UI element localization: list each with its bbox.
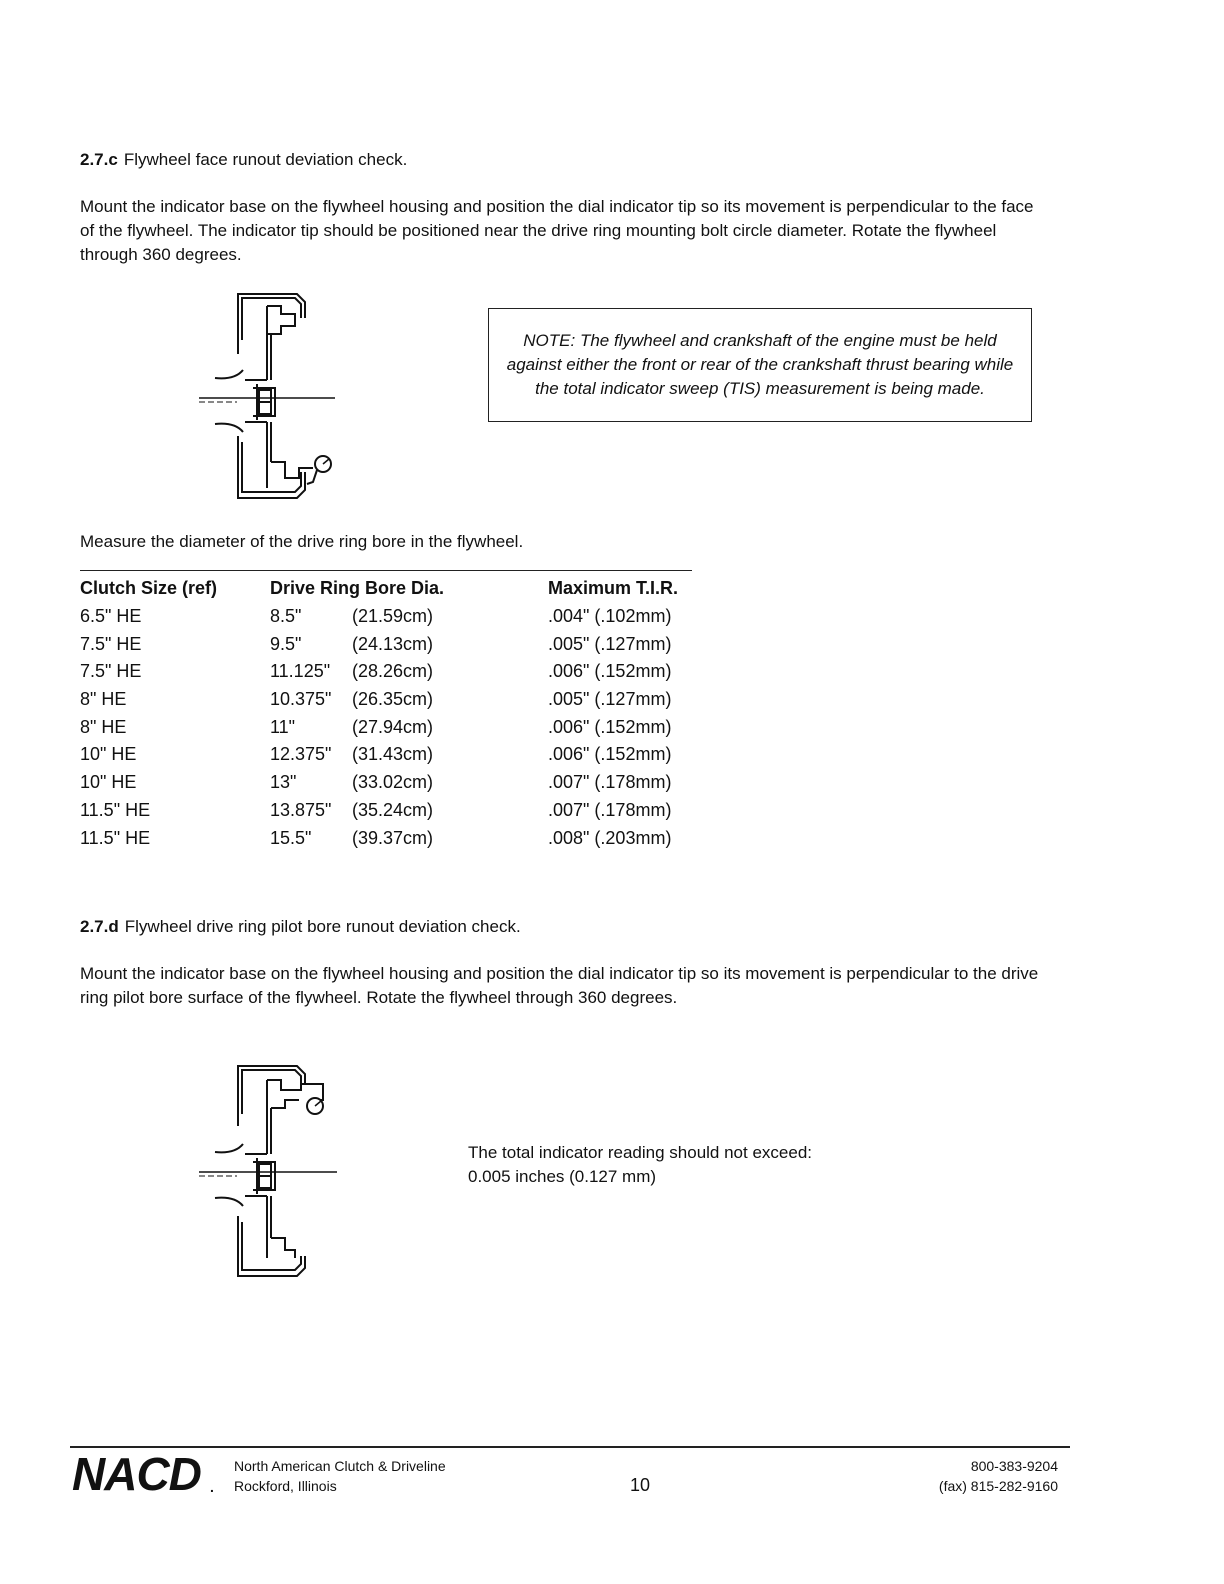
logo-dot: . [210, 1479, 214, 1495]
cell-clutch-size: 10" HE [80, 744, 137, 765]
footer-fax: (fax) 815-282-9160 [938, 1478, 1058, 1494]
note-text: NOTE: The flywheel and crankshaft of the engine must be held against either the front or rear of the crankshaft thrust bearing while the total indicator sweep (TIS) measurement is being made. [506, 331, 1014, 398]
header-bore-dia: Drive Ring Bore Dia. [270, 578, 445, 598]
cell-max-tir: .006" (.152mm) [548, 744, 672, 765]
table-row [80, 603, 720, 631]
table-row [80, 797, 720, 825]
section-c-title: Flywheel face runout deviation check. [123, 150, 408, 169]
section-d-heading [80, 916, 521, 938]
section-d-body: Mount the indicator base on the flywheel housing and position the dial indicator tip so its movement is perpendicular to the drive ring pilot bore surface of the flywheel. Rotate the flywheel through 360 degrees. [80, 964, 1039, 1007]
section-d-number: 2.7.d [80, 917, 119, 936]
cell-bore-inches: 11.125" [270, 661, 331, 682]
cell-bore-cm: (28.26cm) [352, 661, 434, 682]
flywheel-face-diagram [195, 292, 345, 504]
cell-bore-cm: (39.37cm) [352, 827, 434, 848]
table-row [80, 769, 720, 797]
table-row [80, 658, 720, 686]
header-clutch-size: Clutch Size (ref) [80, 578, 218, 598]
cell-max-tir: .005" (.127mm) [548, 633, 672, 654]
cell-bore-inches: 12.375" [270, 744, 332, 765]
cell-max-tir: .007" (.178mm) [548, 772, 672, 793]
measure-instruction: Measure the diameter of the drive ring bore in the flywheel. [80, 532, 524, 551]
footer-rule [70, 1446, 1070, 1448]
table-row [80, 686, 720, 714]
cell-bore-cm: (31.43cm) [352, 744, 434, 765]
cell-bore-inches: 10.375" [270, 689, 332, 710]
cell-max-tir: .007" (.178mm) [548, 799, 672, 820]
page-number: 10 [630, 1475, 651, 1495]
cell-max-tir: .006" (.152mm) [548, 716, 672, 737]
cell-clutch-size: 10" HE [80, 772, 137, 793]
footer-phone: 800-383-9204 [970, 1458, 1058, 1474]
cell-bore-cm: (24.13cm) [352, 633, 434, 654]
runout-table [80, 603, 720, 852]
table-row [80, 631, 720, 659]
cell-bore-cm: (21.59cm) [352, 606, 434, 626]
tir-limit-line2: 0.005 inches (0.127 mm) [468, 1167, 657, 1186]
cell-max-tir: .006" (.152mm) [548, 661, 672, 682]
cell-clutch-size: 7.5" HE [80, 661, 142, 682]
nacd-logo: NACD [72, 1448, 201, 1500]
note-box [488, 308, 1032, 422]
table-row [80, 741, 720, 769]
section-c-body: Mount the indicator base on the flywheel housing and position the dial indicator tip so its movement is perpendicular to the face of the flywheel. The indicator tip should be positioned near the drive ring mounting bolt circle diameter. Rotate the flywheel through 360 degrees. [80, 197, 1034, 264]
table-row [80, 714, 720, 742]
cell-bore-inches: 13" [270, 772, 297, 793]
section-c-number: 2.7.c [80, 150, 118, 169]
cell-max-tir: .008" (.203mm) [548, 827, 672, 848]
section-d-title: Flywheel drive ring pilot bore runout deviation check. [124, 917, 521, 936]
footer-location: Rockford, Illinois [234, 1478, 337, 1494]
cell-clutch-size: 11.5" HE [80, 827, 151, 848]
cell-clutch-size: 8" HE [80, 716, 127, 737]
cell-bore-inches: 11" [270, 716, 296, 737]
cell-clutch-size: 6.5" HE [80, 606, 142, 626]
tir-limit-line1: The total indicator reading should not exceed: [468, 1143, 813, 1162]
cell-bore-cm: (26.35cm) [352, 689, 434, 710]
table-top-rule [80, 570, 692, 571]
cell-bore-inches: 13.875" [270, 799, 332, 820]
table-row [80, 825, 720, 853]
cell-bore-cm: (27.94cm) [352, 716, 434, 737]
cell-bore-inches: 15.5" [270, 827, 312, 848]
cell-clutch-size: 8" HE [80, 689, 127, 710]
cell-max-tir: .005" (.127mm) [548, 689, 672, 710]
cell-bore-inches: 8.5" [270, 606, 302, 626]
cell-bore-inches: 9.5" [270, 633, 302, 654]
footer-company: North American Clutch & Driveline [234, 1458, 446, 1474]
pilot-bore-diagram [195, 1062, 345, 1284]
cell-clutch-size: 11.5" HE [80, 799, 151, 820]
cell-clutch-size: 7.5" HE [80, 633, 142, 654]
section-c-heading [80, 149, 407, 171]
cell-max-tir: .004" (.102mm) [548, 606, 672, 626]
cell-bore-cm: (35.24cm) [352, 799, 434, 820]
header-max-tir: Maximum T.I.R. [548, 578, 679, 598]
cell-bore-cm: (33.02cm) [352, 772, 434, 793]
